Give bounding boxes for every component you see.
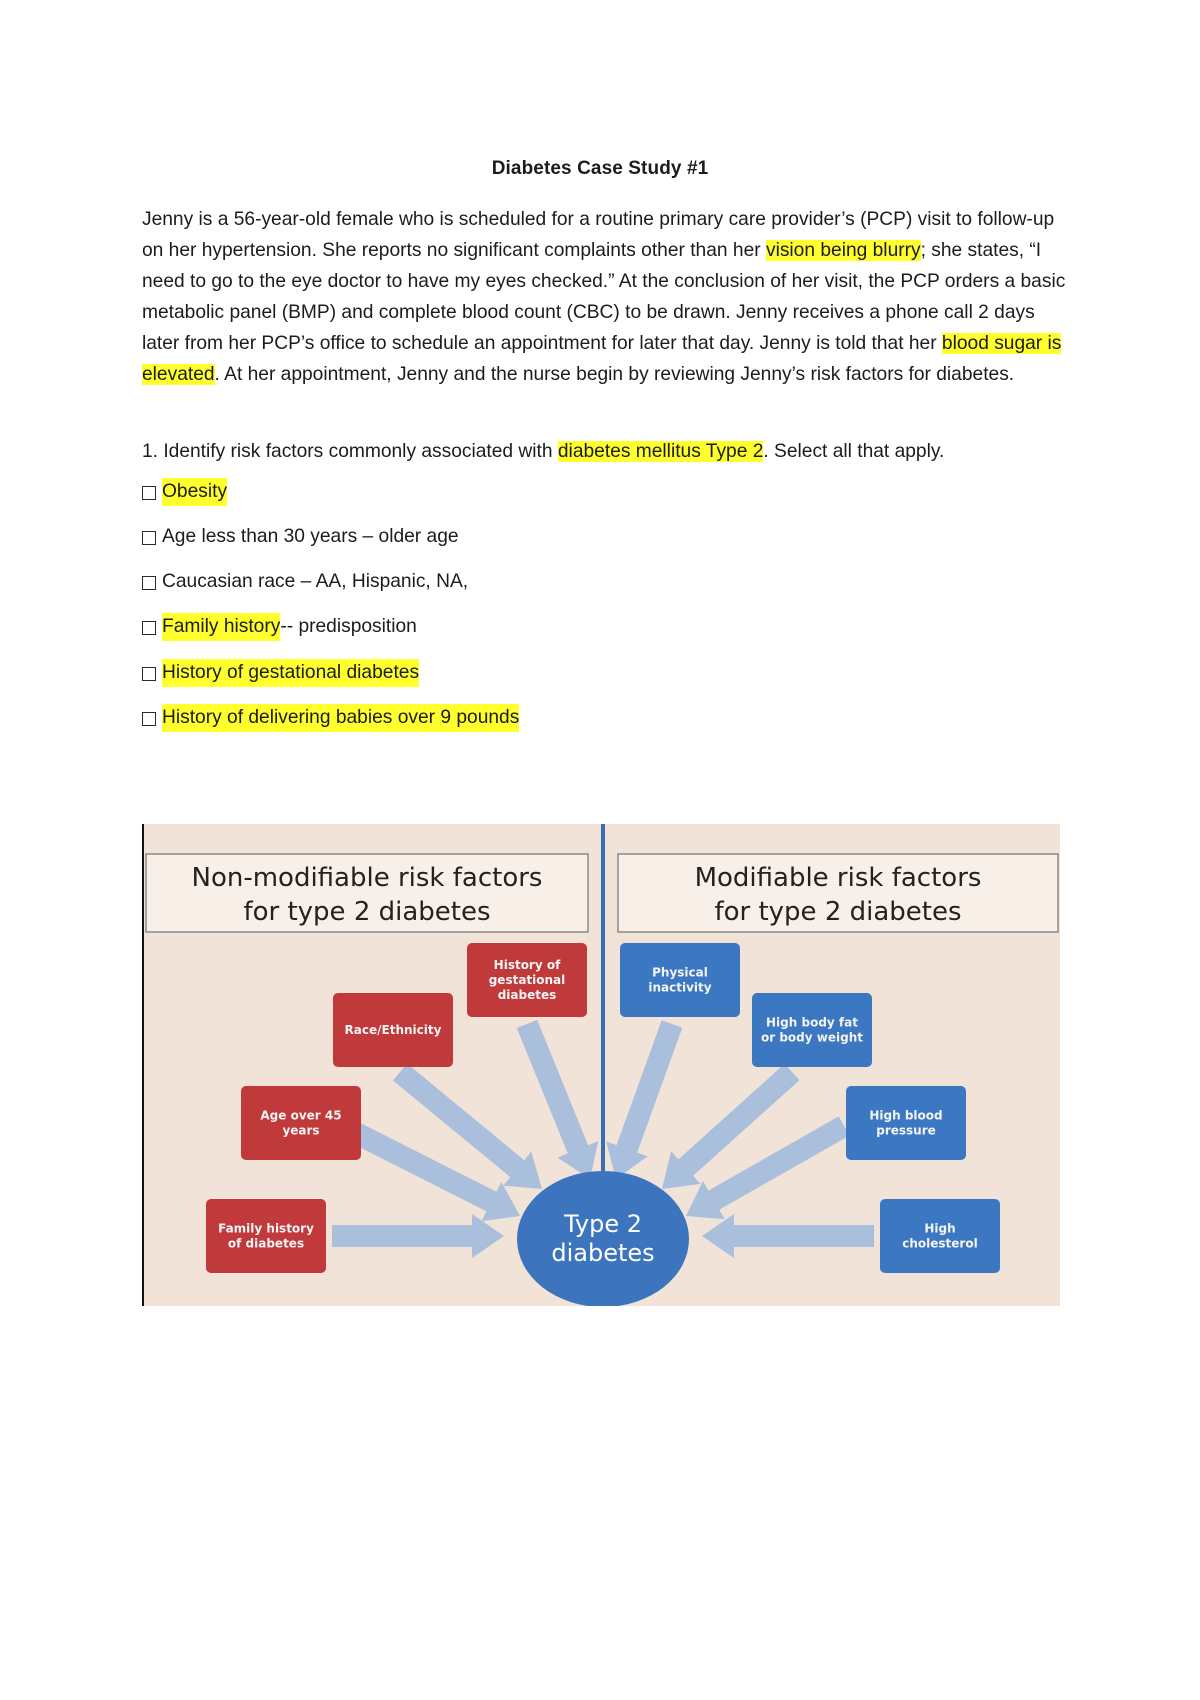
question-run-text: 1. Identify risk factors commonly associated with: [142, 441, 558, 462]
modifiable-header-line2: for type 2 diabetes: [714, 897, 962, 927]
document-title: Diabetes Case Study #1: [491, 158, 709, 179]
option-text: -- predisposition: [280, 616, 417, 637]
option-item[interactable]: [142, 613, 417, 641]
risk-factors-diagram: [142, 824, 1060, 1306]
question-run-highlight: diabetes mellitus Type 2: [557, 441, 764, 462]
non-modifiable-factor-label: gestational: [488, 973, 566, 987]
option-highlight-text: Family history: [162, 613, 280, 641]
modifiable-factor-label: High: [924, 1221, 956, 1236]
paragraph-run-text: Jenny is a 56-year-old female who is scheduled for a routine primary care provider’s (PCP) visit to follow-up on her hypertension. She reports no significant complaints other than her: [142, 209, 1055, 261]
non-modifiable-factor-label: Race/Ethnicity: [344, 1023, 442, 1037]
non-modifiable-header-line1: Non-modifiable risk factors: [191, 863, 543, 893]
paragraph-run-text: . At her appointment, Jenny and the nurse begin by reviewing Jenny’s risk factors for diabetes.: [214, 364, 1015, 385]
checkbox[interactable]: [142, 621, 156, 635]
non-modifiable-factor-label: Age over 45: [260, 1108, 342, 1123]
non-modifiable-factor-box: [241, 1086, 361, 1160]
modifiable-factor-box: [620, 943, 740, 1017]
option-item[interactable]: [142, 523, 459, 551]
question-1: [142, 436, 1068, 467]
modifiable-factor-label: cholesterol: [902, 1236, 978, 1251]
paragraph-run-text: ; she states, “I need to go to the eye doctor to have my eyes checked.” At the conclusion of her visit, the PCP orders a basic metabolic panel (BMP) and complete blood count (CBC) to be drawn. Jenny receives a phone call 2 days later from her PCP’s office to schedule an appointment for later that day. Jenny is told that her: [142, 240, 1066, 354]
option-highlight-text: History of delivering babies over 9 pounds: [162, 704, 519, 732]
modifiable-factor-label: High body fat: [766, 1015, 858, 1030]
non-modifiable-factor-label: years: [282, 1123, 320, 1138]
modifiable-factor-box: [846, 1086, 966, 1160]
paragraph-run-highlight: vision being blurry: [765, 240, 921, 261]
modifiable-factor-box: [880, 1199, 1000, 1273]
non-modifiable-factor-box: [333, 993, 453, 1067]
option-highlight-text: History of gestational diabetes: [162, 659, 419, 687]
modifiable-factor-label: or body weight: [761, 1030, 863, 1045]
center-label-line1: Type 2: [563, 1210, 643, 1238]
modifiable-factor-label: inactivity: [648, 980, 712, 995]
non-modifiable-factor-box: [467, 943, 587, 1017]
option-item[interactable]: [142, 568, 468, 596]
option-text: Age less than 30 years – older age: [162, 526, 459, 547]
risk-factors-figure: [142, 824, 1060, 1306]
modifiable-header-line1: Modifiable risk factors: [694, 863, 982, 893]
modifiable-factor-label: pressure: [876, 1123, 936, 1138]
non-modifiable-factor-box: [206, 1199, 326, 1273]
modifiable-factor-label: High blood: [869, 1108, 943, 1123]
option-item[interactable]: [142, 704, 519, 732]
option-item[interactable]: [142, 659, 419, 687]
non-modifiable-header-line2: for type 2 diabetes: [243, 897, 491, 927]
option-text: Caucasian race – AA, Hispanic, NA,: [162, 571, 469, 592]
checkbox[interactable]: [142, 667, 156, 681]
paragraph-run-highlight: blood sugar is elevated: [142, 333, 1062, 385]
checkbox[interactable]: [142, 486, 156, 500]
checkbox[interactable]: [142, 531, 156, 545]
checkbox[interactable]: [142, 712, 156, 726]
non-modifiable-factor-label: of diabetes: [227, 1236, 305, 1251]
non-modifiable-factor-label: Family history: [218, 1221, 314, 1236]
modifiable-factor-box: [752, 993, 872, 1067]
option-item[interactable]: [142, 478, 227, 506]
case-paragraph: [142, 204, 1068, 390]
modifiable-factor-label: Physical: [652, 965, 708, 980]
checkbox[interactable]: [142, 576, 156, 590]
non-modifiable-factor-label: diabetes: [497, 988, 557, 1002]
non-modifiable-factor-label: History of: [493, 958, 561, 972]
question-run-text: . Select all that apply.: [763, 441, 945, 462]
center-label-line2: diabetes: [551, 1239, 655, 1267]
option-highlight-text: Obesity: [162, 478, 227, 506]
